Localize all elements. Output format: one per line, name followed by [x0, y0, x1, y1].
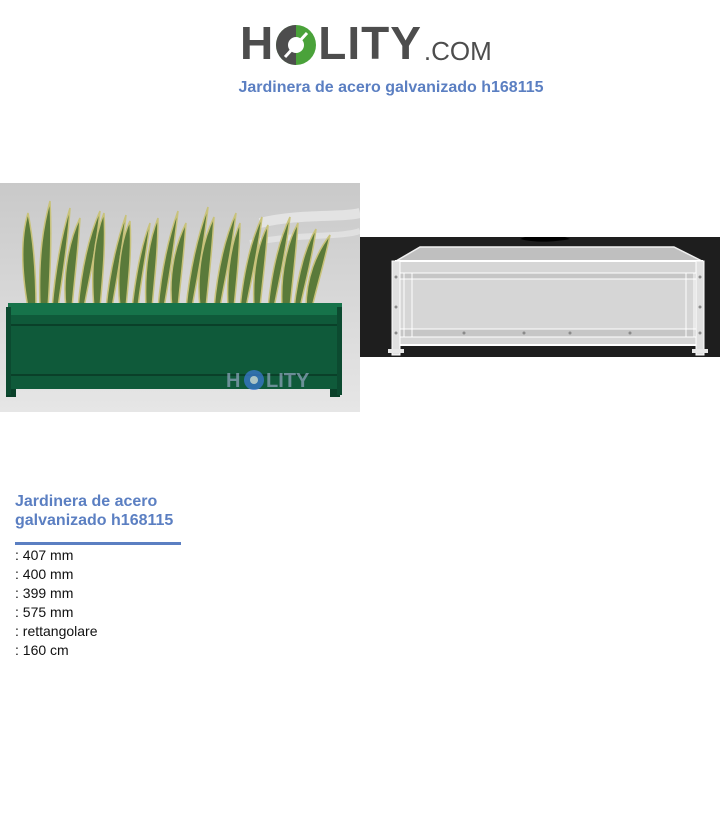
- watermark-text-lity: LITY: [266, 370, 310, 392]
- spec-item: : 399 mm: [15, 585, 74, 601]
- watermark-text-h: H: [226, 370, 241, 392]
- logo-o-icon: [275, 24, 317, 66]
- product-drawing[interactable]: [360, 237, 720, 357]
- spec-item: : 160 cm: [15, 642, 69, 658]
- page-title: Jardinera de acero galvanizado h168115: [238, 79, 544, 96]
- title-divider: [15, 542, 181, 545]
- product-title: Jardinera de acero galvanizado h168115: [15, 493, 174, 529]
- logo-text-com: .COM: [423, 36, 492, 66]
- spec-item: : 407 mm: [15, 547, 74, 563]
- spec-item: : 575 mm: [15, 604, 74, 620]
- spec-item: : 400 mm: [15, 566, 74, 582]
- holity-logo[interactable]: [240, 12, 492, 69]
- spec-list: [15, 546, 98, 660]
- logo-text-lity: LITY: [318, 17, 422, 69]
- logo-text-h: H: [240, 17, 275, 69]
- planter-drawing-icon: [360, 237, 720, 357]
- spec-item: : rettangolare: [15, 623, 98, 639]
- planter-photo-icon: [0, 183, 360, 412]
- product-photo[interactable]: [0, 183, 360, 412]
